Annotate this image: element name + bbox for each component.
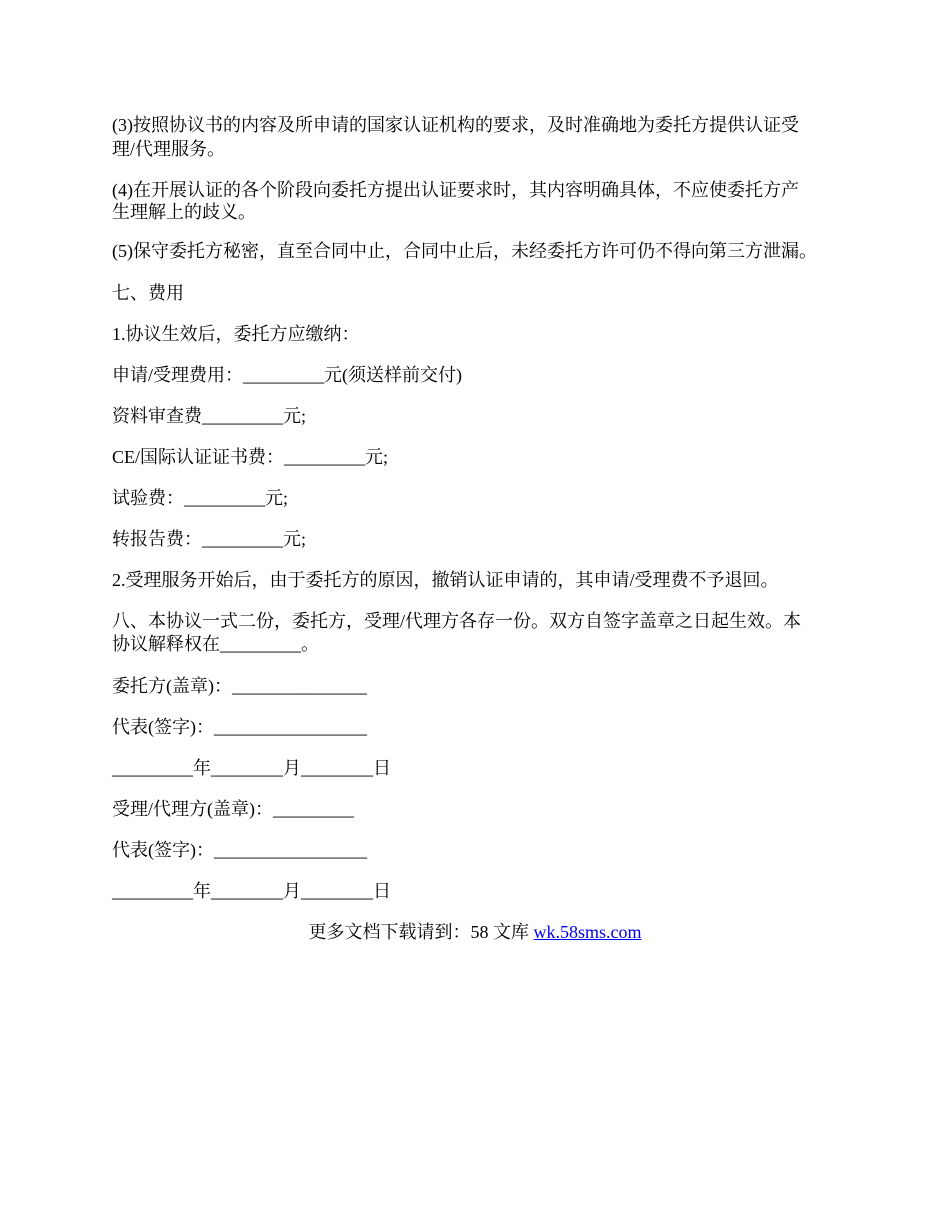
section-8-line-2: 协议解释权在_________。 bbox=[112, 634, 319, 654]
fee-certificate: CE/国际认证证书费：_________元; bbox=[112, 447, 389, 467]
client-date: _________年________月________日 bbox=[112, 758, 391, 778]
footer bbox=[0, 921, 950, 943]
agent-date: _________年________月________日 bbox=[112, 881, 391, 901]
footer-text: 更多文档下载请到：58 文库 bbox=[308, 922, 534, 942]
clause-5: (5)保守委托方秘密，直至合同中止，合同中止后，未经委托方许可仍不得向第三方泄漏。 bbox=[112, 241, 817, 261]
fee-application: 申请/受理费用：_________元(须送样前交付) bbox=[112, 365, 462, 385]
fee-intro: 1.协议生效后，委托方应缴纳： bbox=[112, 324, 360, 344]
client-seal: 委托方(盖章)：_______________ bbox=[112, 676, 367, 696]
clause-4-line-2: 生理解上的歧义。 bbox=[112, 202, 256, 222]
fee-refund-clause: 2.受理服务开始后，由于委托方的原因，撤销认证申请的，其申请/受理费不予退回。 bbox=[112, 570, 779, 590]
agent-representative: 代表(签字)：_________________ bbox=[112, 840, 367, 860]
client-representative: 代表(签字)：_________________ bbox=[112, 717, 367, 737]
clause-4-line-1: (4)在开展认证的各个阶段向委托方提出认证要求时，其内容明确具体，不应使委托方产 bbox=[112, 180, 799, 200]
section-7-heading: 七、费用 bbox=[112, 283, 184, 303]
section-8-line-1: 八、本协议一式二份，委托方，受理/代理方各存一份。双方自签字盖章之日起生效。本 bbox=[112, 611, 801, 631]
footer-link[interactable]: wk.58sms.com bbox=[533, 922, 642, 942]
fee-document-review: 资料审查费_________元; bbox=[112, 406, 307, 426]
agent-seal: 受理/代理方(盖章)：_________ bbox=[112, 799, 354, 819]
fee-report-transfer: 转报告费：_________元; bbox=[112, 529, 307, 549]
clause-3-line-1: (3)按照协议书的内容及所申请的国家认证机构的要求，及时准确地为委托方提供认证受 bbox=[112, 115, 799, 135]
clause-3-line-2: 理/代理服务。 bbox=[112, 139, 226, 159]
fee-testing: 试验费：_________元; bbox=[112, 488, 289, 508]
